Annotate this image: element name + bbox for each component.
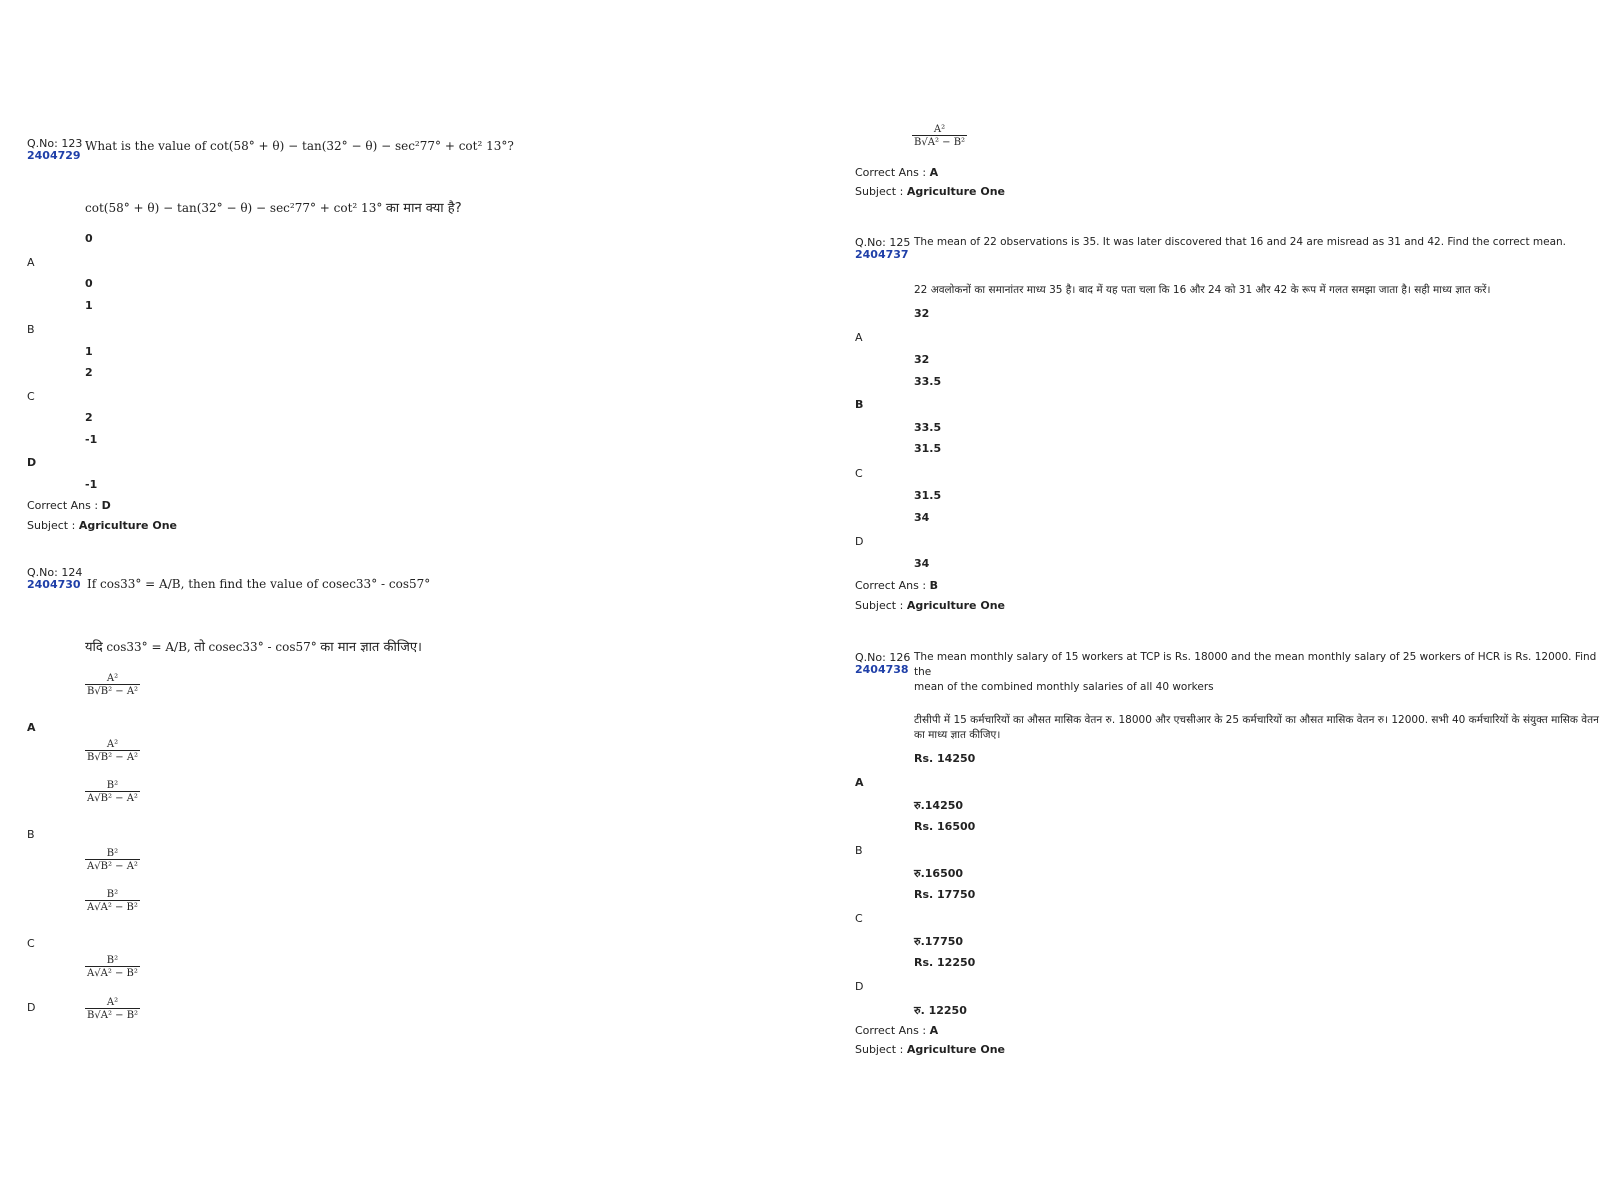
correct-answer bbox=[27, 499, 111, 512]
option-hindi: 2 bbox=[85, 411, 93, 424]
correct-answer-value: A bbox=[929, 166, 939, 179]
option-letter: D bbox=[855, 535, 864, 548]
fraction-denominator: B√A² − B² bbox=[87, 1010, 139, 1021]
correct-answer-label: Correct Ans : bbox=[855, 166, 930, 179]
question-number: Q.No: 124 bbox=[27, 566, 83, 579]
option-letter: C bbox=[27, 937, 35, 950]
question-id: 2404730 bbox=[27, 578, 81, 591]
subject bbox=[855, 1043, 1005, 1056]
fraction-numerator: A² bbox=[106, 739, 119, 750]
fraction-denominator: A√A² − B² bbox=[87, 968, 138, 979]
fraction-numerator: B² bbox=[106, 889, 119, 900]
hindi-expression: cot(58° + θ) − tan(32° − θ) − sec²77° + cot² 13° bbox=[85, 201, 383, 215]
fraction-numerator: B² bbox=[106, 848, 119, 859]
option-fraction-english bbox=[85, 889, 140, 913]
fraction-numerator: B² bbox=[106, 780, 119, 791]
question-text-english: The mean of 22 observations is 35. It was later discovered that 16 and 24 are misread as 31 and 42. Find the correct mean. bbox=[914, 236, 1567, 248]
option-fraction-hindi bbox=[85, 955, 140, 979]
option-english: 0 bbox=[85, 232, 93, 245]
subject-label: Subject : bbox=[855, 1043, 907, 1056]
option-hindi: 0 bbox=[85, 277, 93, 290]
option-hindi: 31.5 bbox=[914, 489, 942, 502]
subject-label: Subject : bbox=[27, 519, 79, 532]
question-number: Q.No: 126 bbox=[855, 651, 911, 664]
option-letter-correct: A bbox=[27, 721, 36, 734]
question-header-124 bbox=[27, 567, 82, 591]
correct-answer bbox=[855, 166, 938, 179]
option-letter-correct: D bbox=[27, 456, 37, 469]
hindi-expression: cos33° = A/B, bbox=[106, 640, 191, 654]
option-fraction-hindi bbox=[85, 739, 140, 763]
option-hindi: रु.17750 bbox=[914, 935, 964, 948]
hindi-prefix: यदि bbox=[85, 640, 103, 655]
question-text-hindi bbox=[914, 713, 1604, 743]
subject-label: Subject : bbox=[855, 185, 907, 198]
fraction-denominator: A√A² − B² bbox=[87, 902, 138, 913]
option-english: 2 bbox=[85, 366, 93, 379]
question-id: 2404737 bbox=[855, 248, 909, 261]
subject bbox=[855, 599, 1005, 612]
option-fraction-english bbox=[85, 997, 140, 1021]
fraction-denominator: B√B² − A² bbox=[87, 686, 139, 697]
question-header-126 bbox=[855, 652, 910, 676]
question-id: 2404729 bbox=[27, 149, 81, 162]
correct-answer bbox=[855, 579, 938, 592]
correct-answer-label: Correct Ans : bbox=[855, 579, 930, 592]
fraction-denominator: B√B² − A² bbox=[87, 752, 139, 763]
option-letter: B bbox=[855, 844, 863, 857]
hindi-connector: तो bbox=[194, 640, 205, 655]
option-fraction-hindi bbox=[85, 848, 140, 872]
option-letter-correct: B bbox=[855, 398, 864, 411]
subject-label: Subject : bbox=[855, 599, 907, 612]
subject-value: Agriculture One bbox=[78, 519, 177, 532]
subject-value: Agriculture One bbox=[906, 185, 1005, 198]
question-id: 2404738 bbox=[855, 663, 909, 676]
question-text-hindi bbox=[85, 637, 422, 655]
option-english: 31.5 bbox=[914, 442, 942, 455]
question-header-123 bbox=[27, 138, 82, 162]
option-letter: A bbox=[855, 331, 863, 344]
question-text-hindi bbox=[85, 198, 462, 216]
question-number: Q.No: 125 bbox=[855, 236, 911, 249]
correct-answer-value: D bbox=[101, 499, 111, 512]
option-english: 34 bbox=[914, 511, 930, 524]
fraction-numerator: A² bbox=[106, 997, 119, 1008]
fraction-numerator: B² bbox=[106, 955, 119, 966]
correct-answer-value: B bbox=[929, 579, 938, 592]
option-english: Rs. 14250 bbox=[914, 752, 976, 765]
hindi-suffix: का मान ज्ञात कीजिए। bbox=[320, 640, 422, 655]
correct-answer-label: Correct Ans : bbox=[855, 1024, 930, 1037]
subject-value: Agriculture One bbox=[906, 1043, 1005, 1056]
correct-answer-label: Correct Ans : bbox=[27, 499, 102, 512]
option-letter: B bbox=[27, 828, 35, 841]
option-fraction-english bbox=[85, 673, 140, 697]
subject-value: Agriculture One bbox=[906, 599, 1005, 612]
question-text-english: If cos33° = A/B, then find the value of cosec33° - cos57° bbox=[87, 577, 431, 591]
fraction-numerator: A² bbox=[933, 124, 946, 135]
option-letter: D bbox=[855, 980, 864, 993]
option-letter: C bbox=[855, 912, 863, 925]
correct-answer-value: A bbox=[929, 1024, 939, 1037]
option-fraction-hindi bbox=[912, 124, 967, 148]
option-english: 1 bbox=[85, 299, 93, 312]
option-hindi: 32 bbox=[914, 353, 930, 366]
option-english: -1 bbox=[85, 433, 98, 446]
option-hindi: रु. 12250 bbox=[914, 1004, 967, 1017]
fraction-denominator: B√A² − B² bbox=[914, 137, 966, 148]
option-letter: B bbox=[27, 323, 35, 336]
option-hindi: 1 bbox=[85, 345, 93, 358]
fraction-denominator: A√B² − A² bbox=[87, 861, 138, 872]
question-text-english: What is the value of cot(58° + θ) − tan(32° − θ) − sec²77° + cot² 13°? bbox=[85, 139, 514, 153]
option-hindi: -1 bbox=[85, 478, 98, 491]
option-letter: A bbox=[27, 256, 35, 269]
fraction-numerator: A² bbox=[106, 673, 119, 684]
option-hindi: 33.5 bbox=[914, 421, 942, 434]
option-english: 33.5 bbox=[914, 375, 942, 388]
option-letter: C bbox=[855, 467, 863, 480]
hindi-expression: cosec33° - cos57° bbox=[208, 640, 317, 654]
option-letter: D bbox=[27, 1001, 36, 1014]
subject bbox=[27, 519, 177, 532]
fraction-denominator: A√B² − A² bbox=[87, 793, 138, 804]
question-text-line: टीसीपी में 15 कर्मचारियों का औसत मासिक वेतन रु. 18000 और एचसीआर के 25 कर्मचारियों का औसत मासिक वेतन रु। 12000. सभी 40 कर्मचारियों के संयुक्त मासिक वेतन bbox=[914, 714, 1599, 726]
option-english: Rs. 17750 bbox=[914, 888, 976, 901]
question-text-line: का माध्य ज्ञात कीजिए। bbox=[914, 729, 1001, 741]
question-text-hindi: 22 अवलोकनों का समानांतर माध्य 35 है। बाद में यह पता चला कि 16 और 24 को 31 और 42 के रूप में गलत समझा जाता है। सही माध्य ज्ञात करें। bbox=[914, 284, 1491, 296]
hindi-suffix: का मान क्या है? bbox=[385, 201, 462, 216]
option-hindi: 34 bbox=[914, 557, 930, 570]
option-english: Rs. 12250 bbox=[914, 956, 976, 969]
option-english: Rs. 16500 bbox=[914, 820, 976, 833]
question-text-english bbox=[914, 650, 1604, 695]
option-hindi: रु.16500 bbox=[914, 867, 964, 880]
question-header-125 bbox=[855, 237, 910, 261]
option-letter: C bbox=[27, 390, 35, 403]
subject bbox=[855, 185, 1005, 198]
question-text-line: mean of the combined monthly salaries of all 40 workers bbox=[914, 681, 1214, 693]
option-english: 32 bbox=[914, 307, 930, 320]
option-letter-correct: A bbox=[855, 776, 864, 789]
question-text-line: The mean monthly salary of 15 workers at TCP is Rs. 18000 and the mean monthly salary of 25 workers of HCR is Rs. 12000. Find the bbox=[914, 651, 1597, 678]
question-number: Q.No: 123 bbox=[27, 137, 83, 150]
option-hindi: रु.14250 bbox=[914, 799, 964, 812]
correct-answer bbox=[855, 1024, 938, 1037]
option-fraction-english bbox=[85, 780, 140, 804]
